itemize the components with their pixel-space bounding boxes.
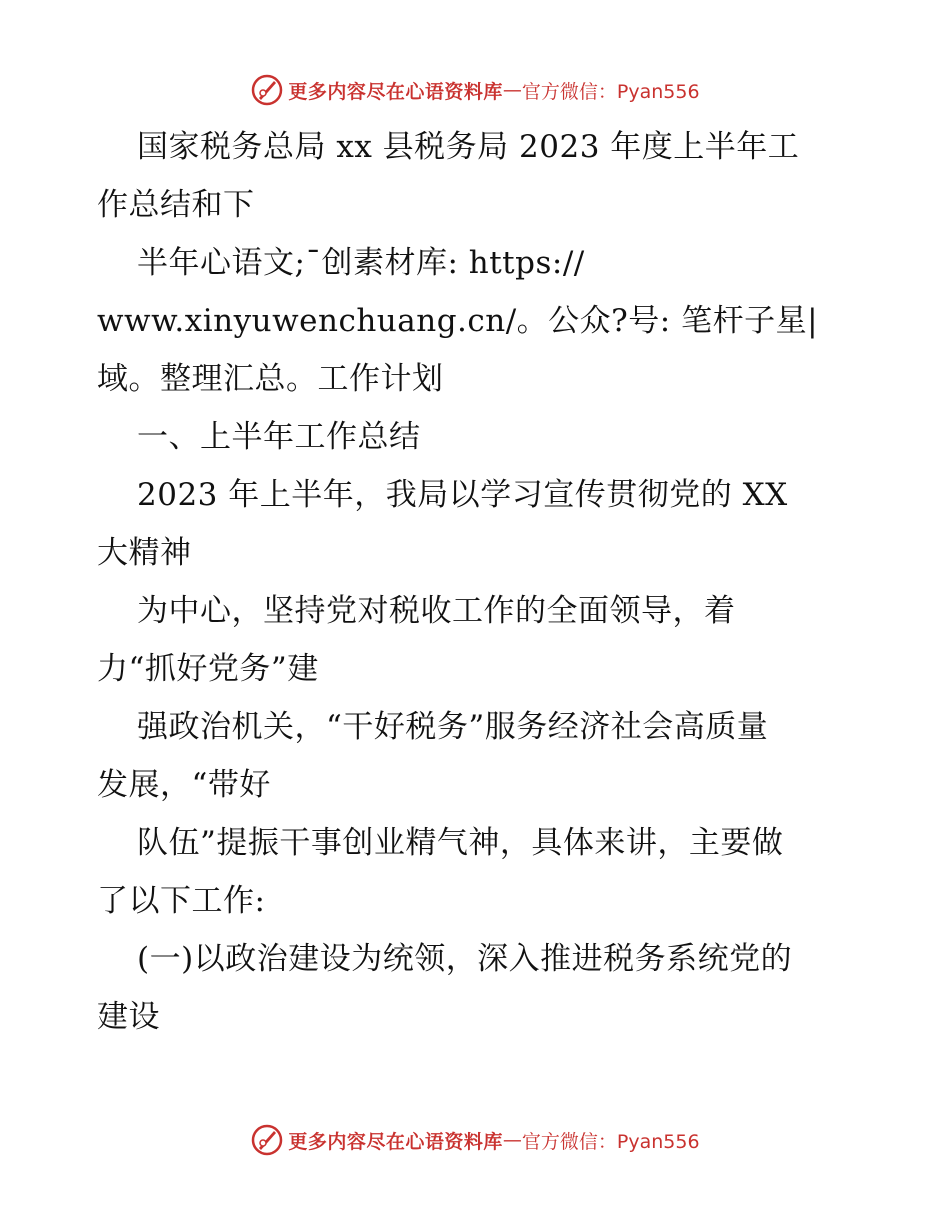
- banner-brand-text: 更多内容尽在心语资料库: [288, 1130, 503, 1153]
- document-line: 队伍”提振干事创业精气神，具体来讲，主要做: [137, 825, 784, 861]
- document-line: 域。整理汇总。工作计划: [97, 361, 444, 397]
- subsection-heading: (一)以政治建设为统领，深入推进税务系统党的: [137, 941, 793, 977]
- footer-watermark-banner: [0, 1120, 950, 1160]
- banner-separator: —: [502, 79, 522, 101]
- document-line: 发展，“带好: [97, 767, 271, 803]
- quill-logo-icon: [250, 73, 284, 107]
- section-heading: 一、上半年工作总结: [137, 419, 421, 455]
- document-line: 国家税务总局 xx 县税务局 2023 年度上半年工: [137, 129, 800, 165]
- document-line: 作总结和下: [97, 187, 255, 223]
- quill-logo-icon: [250, 1123, 284, 1157]
- document-line: 半年心语文;¯创素材库: https://: [137, 245, 585, 281]
- document-body: [97, 118, 857, 1046]
- header-watermark-banner: [0, 70, 950, 110]
- document-line: 了以下工作:: [97, 883, 266, 919]
- document-line: 强政治机关，“干好税务”服务经济社会高质量: [137, 709, 769, 745]
- document-line: 为中心，坚持党对税收工作的全面领导，着: [137, 593, 736, 629]
- banner-wechat-text: 官方微信：Pyan556: [521, 80, 700, 103]
- document-line: 2023 年上半年，我局以学习宣传贯彻党的 XX: [137, 477, 788, 513]
- document-line: 力“抓好党务”建: [97, 651, 319, 687]
- banner-brand-text: 更多内容尽在心语资料库: [288, 80, 503, 103]
- document-line: 大精神: [97, 535, 192, 571]
- document-line: www.xinyuwenchuang.cn/。公众?号: 笔杆子星|: [97, 303, 819, 339]
- banner-separator: —: [502, 1129, 522, 1151]
- banner-wechat-text: 官方微信：Pyan556: [521, 1130, 700, 1153]
- document-line: 建设: [97, 999, 160, 1035]
